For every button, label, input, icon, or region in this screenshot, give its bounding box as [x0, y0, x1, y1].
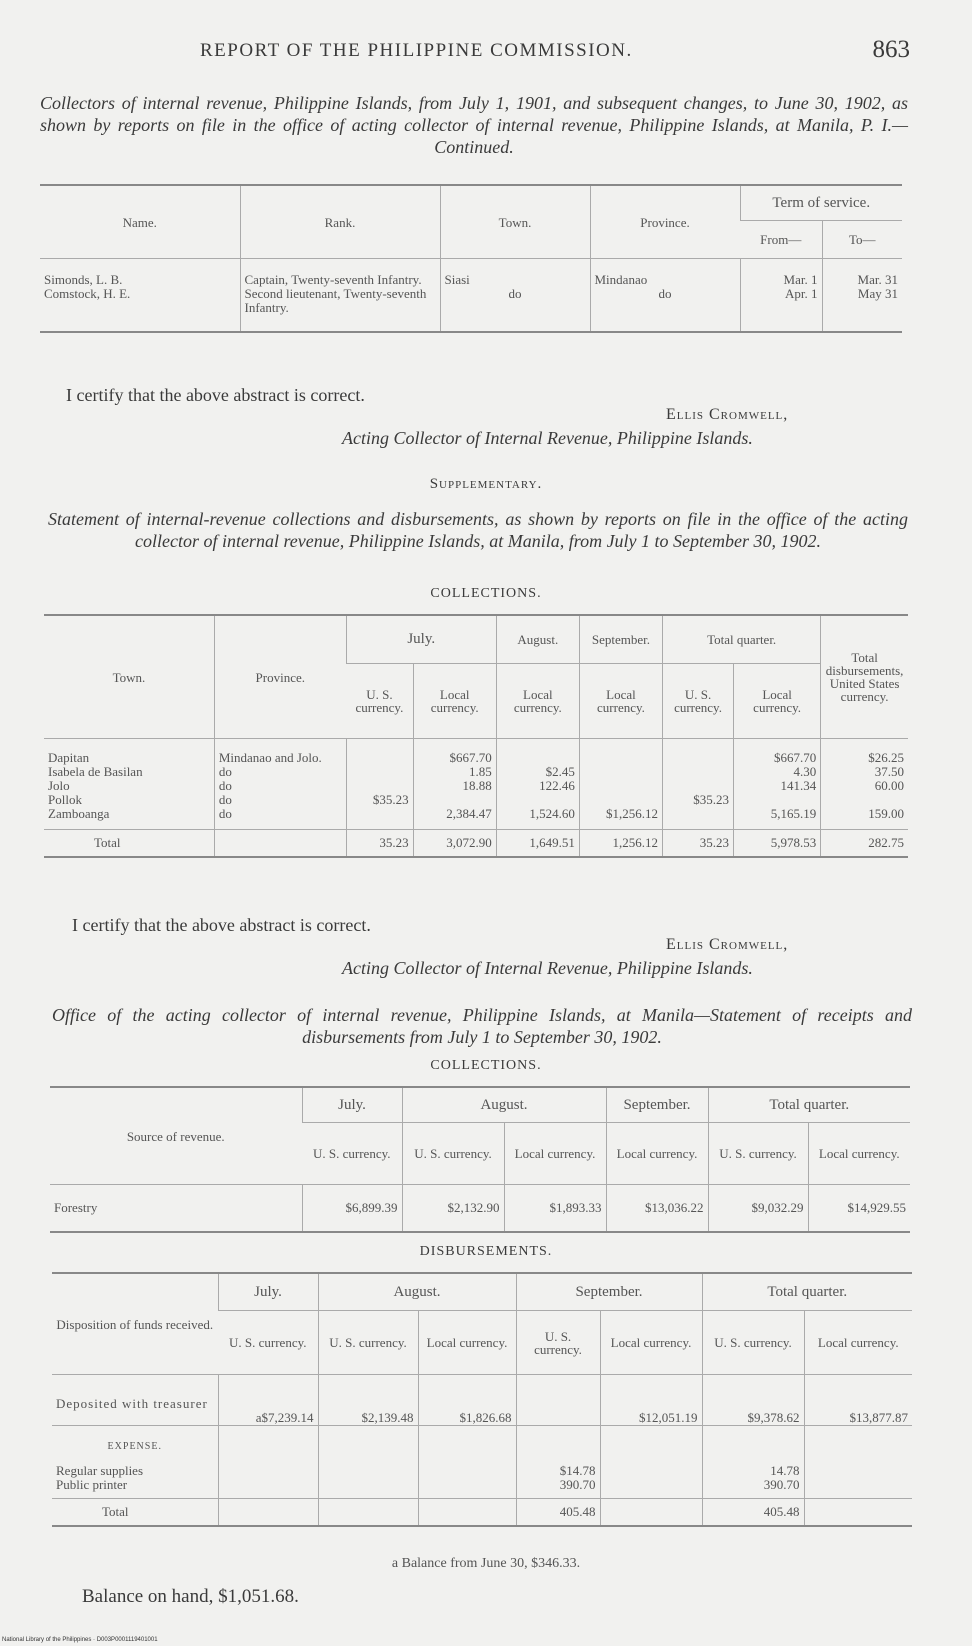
- header-total-disbursements: Total disbursements, United States currency.: [821, 615, 908, 739]
- total-tq-us: 405.48: [702, 1499, 804, 1527]
- town-cell: Isabela de Basilan: [48, 764, 143, 779]
- tq-local-cell: 4.30: [734, 765, 821, 779]
- header-us-currency: U. S. currency.: [218, 1311, 318, 1375]
- header-local-currency: Local currency.: [579, 664, 662, 739]
- collector-rank: Second lieutenant, Twenty-seventh Infantry.: [240, 287, 440, 332]
- total-aug-local: 1,649.51: [496, 830, 579, 858]
- empty-cell: [214, 830, 346, 858]
- header-august: August.: [318, 1273, 516, 1311]
- province-cell: do: [214, 765, 346, 779]
- header-total-quarter: Total quarter.: [663, 615, 821, 664]
- table-row: [40, 259, 902, 288]
- header-us-currency: U. S. currency.: [402, 1123, 504, 1185]
- sep-us-cell: [516, 1375, 600, 1426]
- town-cell: Dapitan: [48, 750, 90, 765]
- collector-town: do: [440, 287, 590, 332]
- header-total-quarter: Total quarter.: [708, 1087, 910, 1123]
- sep-local-cell: $12,051.19: [600, 1375, 702, 1426]
- expense-label: EXPENSE.: [52, 1426, 218, 1465]
- signature-title: Acting Collector of Internal Revenue, Philippine Islands.: [342, 958, 753, 978]
- total-label: Total: [44, 830, 214, 858]
- province-cell: do: [214, 779, 346, 793]
- total-row: [44, 830, 908, 858]
- sep-local-cell: [579, 765, 662, 779]
- empty-cell: [804, 1499, 912, 1527]
- tq-us-cell: [663, 779, 734, 793]
- jul-us-cell: a$7,239.14: [218, 1375, 318, 1426]
- page-header: [40, 38, 910, 68]
- certify-statement: I certify that the above abstract is correct.: [72, 915, 371, 935]
- page-number: 863: [872, 36, 910, 63]
- sep-local-cell: [579, 793, 662, 807]
- tq-us-cell: [663, 807, 734, 830]
- tq-us-cell: $9,378.62: [702, 1375, 804, 1426]
- province-cell: do: [214, 793, 346, 807]
- jul-local-cell: 1.85: [413, 765, 496, 779]
- collector-province: Mindanao: [590, 259, 740, 288]
- header-august: August.: [496, 615, 579, 664]
- tq-us-cell: 14.78: [702, 1464, 804, 1478]
- collections-heading: COLLECTIONS.: [430, 586, 542, 601]
- header-us-currency: U. S. currency.: [702, 1311, 804, 1375]
- footnote: a Balance from June 30, $346.33.: [391, 1556, 581, 1571]
- collector-from: Mar. 1: [740, 259, 822, 288]
- header-august: August.: [402, 1087, 606, 1123]
- table-row: [50, 1185, 910, 1233]
- aug-local-cell: $1,826.68: [418, 1375, 516, 1426]
- tq-us-cell: 390.70: [702, 1478, 804, 1499]
- empty-cell: [804, 1478, 912, 1499]
- signature-name: Ellis Cromwell,: [666, 936, 789, 953]
- table-row: [40, 287, 902, 332]
- header-province: Province.: [214, 615, 346, 739]
- expense-item-label: Public printer: [56, 1477, 128, 1492]
- running-head: REPORT OF THE PHILIPPINE COMMISSION.: [200, 40, 633, 61]
- jul-local-cell: 18.88: [413, 779, 496, 793]
- sep-us-cell: $14.78: [516, 1464, 600, 1478]
- collector-to: Mar. 31: [822, 259, 902, 288]
- disb-cell: 159.00: [821, 807, 908, 830]
- sep-us-cell: 390.70: [516, 1478, 600, 1499]
- empty-cell: [600, 1499, 702, 1527]
- header-town: Town.: [44, 615, 214, 739]
- jul-us-cell: [346, 779, 413, 793]
- header-us-currency: U. S. currency.: [346, 664, 413, 739]
- header-local-currency: Local currency.: [808, 1123, 910, 1185]
- total-sep-us: 405.48: [516, 1499, 600, 1527]
- office-caption: Office of the acting collector of internal revenue, Philippine Islands, at Manila—Statement of receipts and disbursements from July 1 to September 30, 1902.: [52, 1005, 912, 1047]
- table-row: [52, 1478, 912, 1499]
- header-september: September.: [579, 615, 662, 664]
- certify-statement: I certify that the above abstract is correct.: [66, 385, 365, 405]
- disb-cell: $26.25: [821, 739, 908, 766]
- province-cell: Mindanao and Jolo.: [214, 739, 346, 766]
- header-total-quarter: Total quarter.: [702, 1273, 912, 1311]
- jul-us-cell: [346, 765, 413, 779]
- table-row: [44, 793, 908, 807]
- tq-us-cell: $35.23: [663, 793, 734, 807]
- total-disb: 282.75: [821, 830, 908, 858]
- disb-cell: 60.00: [821, 779, 908, 793]
- supplementary-heading: Supplementary.: [429, 476, 543, 492]
- table-row: [52, 1464, 912, 1478]
- aug-us-cell: $2,132.90: [402, 1185, 504, 1233]
- source-cell: Forestry: [54, 1200, 98, 1215]
- disb-cell: 37.50: [821, 765, 908, 779]
- header-term: Term of service.: [740, 185, 902, 221]
- empty-cell: [516, 1426, 600, 1465]
- tq-local-cell: $13,877.87: [804, 1375, 912, 1426]
- header-province: Province.: [590, 185, 740, 259]
- sep-local-cell: [579, 739, 662, 766]
- signature-title: Acting Collector of Internal Revenue, Philippine Islands.: [342, 428, 753, 448]
- disb-cell: [821, 793, 908, 807]
- office-collections-heading: COLLECTIONS.: [430, 1058, 542, 1073]
- empty-cell: [418, 1499, 516, 1527]
- aug-local-cell: [496, 739, 579, 766]
- collectors-table: [40, 184, 902, 333]
- aug-local-cell: 1,524.60: [496, 807, 579, 830]
- province-cell: do: [214, 807, 346, 830]
- header-us-currency: U. S. currency.: [318, 1311, 418, 1375]
- sep-local-cell: $1,256.12: [579, 807, 662, 830]
- town-cell: Jolo: [48, 778, 70, 793]
- empty-cell: [318, 1464, 418, 1478]
- empty-cell: [600, 1464, 702, 1478]
- expense-item-label: Regular supplies: [56, 1463, 144, 1478]
- supplementary-caption: Statement of internal-revenue collections and disbursements, as shown by reports on file in the office of the acting collector of internal revenue, Philippine Islands, at Manila, from July 1 to September 30, 1902.: [48, 509, 908, 551]
- collector-to: May 31: [822, 287, 902, 332]
- header-from: From—: [740, 221, 822, 259]
- expense-heading-row: [52, 1426, 912, 1465]
- sep-local-cell: [579, 779, 662, 793]
- tq-local-cell: $667.70: [734, 739, 821, 766]
- header-local-currency: Local currency.: [418, 1311, 516, 1375]
- header-us-currency: U. S. currency.: [663, 664, 734, 739]
- total-jul-us: 35.23: [346, 830, 413, 858]
- table-row: [44, 779, 908, 793]
- empty-cell: [804, 1426, 912, 1465]
- header-local-currency: Local currency.: [804, 1311, 912, 1375]
- empty-cell: [218, 1478, 318, 1499]
- header-disposition: Disposition of funds received.: [52, 1273, 218, 1375]
- empty-cell: [600, 1478, 702, 1499]
- header-local-currency: Local currency.: [600, 1311, 702, 1375]
- tq-us-cell: $9,032.29: [708, 1185, 808, 1233]
- empty-cell: [218, 1426, 318, 1465]
- town-cell: Zamboanga: [48, 806, 110, 821]
- empty-cell: [318, 1499, 418, 1527]
- header-source: Source of revenue.: [50, 1087, 302, 1185]
- empty-cell: [418, 1426, 516, 1465]
- empty-cell: [702, 1426, 804, 1465]
- total-tq-us: 35.23: [663, 830, 734, 858]
- jul-local-cell: [413, 793, 496, 807]
- signature-name: Ellis Cromwell,: [666, 406, 789, 423]
- header-july: July.: [218, 1273, 318, 1311]
- office-collections-table: [50, 1086, 910, 1233]
- collectors-caption: Collectors of internal revenue, Philippine Islands, from July 1, 1901, and subsequent changes, to June 30, 1902, as shown by reports on file in the office of acting collector of internal revenue, Philippine Islands, at Manila, P. I.—Continued.: [40, 93, 908, 157]
- aug-local-cell: 122.46: [496, 779, 579, 793]
- collector-from: Apr. 1: [740, 287, 822, 332]
- imprint: National Library of the Philippines · D003P0001119401001: [2, 1637, 158, 1643]
- collector-name: Comstock, H. E.: [44, 286, 131, 301]
- table-row: [52, 1375, 912, 1426]
- tq-us-cell: [663, 739, 734, 766]
- empty-cell: [218, 1499, 318, 1527]
- table-row: [44, 765, 908, 779]
- empty-cell: [418, 1478, 516, 1499]
- collector-rank: Captain, Twenty-seventh Infantry.: [240, 259, 440, 288]
- header-us-currency: U. S. currency.: [302, 1123, 402, 1185]
- aug-local-cell: $1,893.33: [504, 1185, 606, 1233]
- total-tq-local: 5,978.53: [734, 830, 821, 858]
- header-july: July.: [302, 1087, 402, 1123]
- tq-local-cell: 5,165.19: [734, 807, 821, 830]
- header-september: September.: [606, 1087, 708, 1123]
- header-to: To—: [822, 221, 902, 259]
- total-sep-local: 1,256.12: [579, 830, 662, 858]
- header-town: Town.: [440, 185, 590, 259]
- tq-local-cell: 141.34: [734, 779, 821, 793]
- header-local-currency: Local currency.: [734, 664, 821, 739]
- tq-us-cell: [663, 765, 734, 779]
- tq-local-cell: [734, 793, 821, 807]
- tq-local-cell: $14,929.55: [808, 1185, 910, 1233]
- empty-cell: [218, 1464, 318, 1478]
- empty-cell: [804, 1464, 912, 1478]
- jul-local-cell: 2,384.47: [413, 807, 496, 830]
- header-local-currency: Local currency.: [606, 1123, 708, 1185]
- disbursements-heading: DISBURSEMENTS.: [419, 1244, 553, 1259]
- header-name: Name.: [40, 185, 240, 259]
- empty-cell: [418, 1464, 516, 1478]
- aug-local-cell: $2.45: [496, 765, 579, 779]
- aug-us-cell: $2,139.48: [318, 1375, 418, 1426]
- jul-us-cell: $6,899.39: [302, 1185, 402, 1233]
- balance-on-hand: Balance on hand, $1,051.68.: [82, 1586, 299, 1607]
- deposited-label: Deposited with treasurer: [56, 1396, 208, 1411]
- empty-cell: [318, 1478, 418, 1499]
- collector-name: Simonds, L. B.: [44, 272, 123, 287]
- table-row: [44, 807, 908, 830]
- aug-local-cell: [496, 793, 579, 807]
- table-row: [44, 739, 908, 766]
- header-rank: Rank.: [240, 185, 440, 259]
- header-us-currency: U. S. currency.: [516, 1311, 600, 1375]
- total-label: Total: [52, 1499, 218, 1527]
- header-july: July.: [346, 615, 496, 664]
- sep-local-cell: $13,036.22: [606, 1185, 708, 1233]
- office-disbursements-table: [52, 1272, 912, 1527]
- jul-us-cell: [346, 739, 413, 766]
- header-local-currency: Local currency.: [413, 664, 496, 739]
- collector-province: do: [590, 287, 740, 332]
- header-local-currency: Local currency.: [496, 664, 579, 739]
- collector-town: Siasi: [440, 259, 590, 288]
- supplementary-collections-table: [44, 614, 908, 858]
- jul-local-cell: $667.70: [413, 739, 496, 766]
- town-cell: Pollok: [48, 792, 82, 807]
- total-jul-local: 3,072.90: [413, 830, 496, 858]
- empty-cell: [600, 1426, 702, 1465]
- header-us-currency: U. S. currency.: [708, 1123, 808, 1185]
- empty-cell: [318, 1426, 418, 1465]
- jul-us-cell: $35.23: [346, 793, 413, 807]
- total-row: [52, 1499, 912, 1527]
- header-local-currency: Local currency.: [504, 1123, 606, 1185]
- jul-us-cell: [346, 807, 413, 830]
- header-september: September.: [516, 1273, 702, 1311]
